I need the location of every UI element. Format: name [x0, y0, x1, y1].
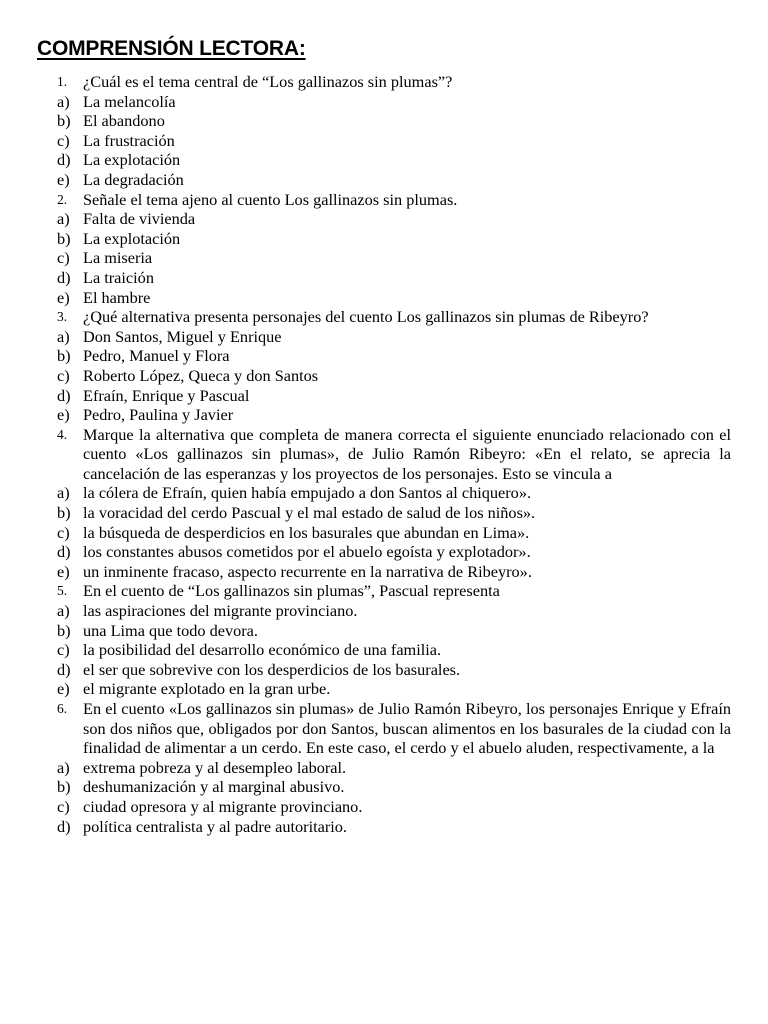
option-text: un inminente fracaso, aspecto recurrente en la narrativa de Ribeyro». — [83, 561, 532, 581]
option-row — [57, 346, 731, 366]
question-2 — [57, 190, 731, 210]
option-row — [57, 386, 731, 406]
option-text: el migrante explotado en la gran urbe. — [83, 679, 331, 699]
option-letter: d) — [57, 385, 71, 405]
option-row — [57, 92, 731, 112]
option-letter: c) — [57, 130, 70, 150]
option-row — [57, 111, 731, 131]
option-row — [57, 483, 731, 503]
option-row — [57, 660, 731, 680]
question-text: ¿Cuál es el tema central de “Los gallinazos sin plumas”? — [83, 72, 453, 91]
option-letter: d) — [57, 659, 71, 679]
option-text: El abandono — [83, 111, 165, 131]
option-row — [57, 268, 731, 288]
option-row — [57, 679, 731, 699]
option-letter: b) — [57, 111, 71, 131]
page-title: COMPRENSIÓN LECTORA: — [37, 37, 306, 60]
question-number: 3. — [57, 309, 68, 325]
option-row — [57, 170, 731, 190]
option-letter: c) — [57, 248, 70, 268]
question-number: 6. — [57, 701, 68, 716]
option-letter: b) — [57, 228, 71, 248]
option-letter: c) — [57, 365, 70, 385]
option-text: Pedro, Manuel y Flora — [83, 346, 230, 366]
option-text: La explotación — [83, 228, 181, 248]
question-text: ¿Qué alternativa presenta personajes del cuento Los gallinazos sin plumas de Ribeyro? — [83, 307, 649, 327]
option-text: Falta de vivienda — [83, 209, 196, 229]
option-letter: a) — [57, 601, 70, 621]
option-row — [57, 327, 731, 347]
option-row — [57, 621, 731, 641]
option-text: El hambre — [83, 287, 151, 307]
option-text: los constantes abusos cometidos por el abuelo egoísta y explotador». — [83, 542, 531, 562]
option-letter: e) — [57, 287, 70, 307]
option-row — [57, 523, 731, 543]
option-letter: b) — [57, 503, 71, 523]
question-3 — [57, 307, 731, 327]
option-text: la posibilidad del desarrollo económico de una familia. — [83, 640, 442, 660]
option-row — [57, 797, 731, 817]
option-letter: d) — [57, 267, 71, 287]
question-1 — [57, 72, 731, 92]
option-text: la cólera de Efraín, quien había empujado a don Santos al chiquero». — [83, 483, 532, 503]
option-row — [57, 542, 731, 562]
option-text: política centralista y al padre autoritario. — [83, 816, 348, 836]
option-text: deshumanización y al marginal abusivo. — [83, 777, 345, 797]
option-text: una Lima que todo devora. — [83, 620, 258, 640]
option-text: La melancolía — [83, 91, 176, 111]
option-row — [57, 131, 731, 151]
option-letter: a) — [57, 326, 70, 346]
option-letter: e) — [57, 405, 70, 425]
question-number: 5. — [57, 583, 68, 599]
question-text: Marque la alternativa que completa de manera correcta el siguiente enunciado relacionado con el cuento «Los gallinazos sin plumas», de Julio Ramón Ribeyro: «En el relato, se aprecia la cancelación de las esperanzas y los proyectos de los personajes. Esto se vincula a — [83, 424, 731, 483]
question-4 — [57, 425, 731, 484]
option-letter: d) — [57, 816, 71, 836]
option-letter: e) — [57, 679, 70, 699]
option-row — [57, 640, 731, 660]
option-letter: a) — [57, 757, 70, 777]
question-number: 4. — [57, 426, 68, 442]
option-text: La degradación — [83, 169, 184, 189]
option-text: Roberto López, Queca y don Santos — [83, 365, 319, 385]
option-text: Pedro, Paulina y Javier — [83, 405, 234, 425]
option-letter: e) — [57, 169, 70, 189]
question-text: En el cuento «Los gallinazos sin plumas» de Julio Ramón Ribeyro, los personajes Enrique y Efraín son dos niños que, obligados por don Santos, buscan alimentos en los basurales de la ciudad con la finalidad de alimentar a un cerdo. En este caso, el cerdo y el abuelo aluden, respectivamente, a la — [83, 699, 731, 758]
option-row — [57, 209, 731, 229]
option-row — [57, 405, 731, 425]
option-row — [57, 777, 731, 797]
option-letter: d) — [57, 542, 71, 562]
question-text: Señale el tema ajeno al cuento Los gallinazos sin plumas. — [83, 189, 458, 209]
option-text: las aspiraciones del migrante provinciano. — [83, 601, 358, 621]
option-text: la voracidad del cerdo Pascual y el mal estado de salud de los niños». — [83, 503, 536, 523]
option-text: Don Santos, Miguel y Enrique — [83, 326, 282, 346]
option-text: la búsqueda de desperdicios en los basurales que abundan en Lima». — [83, 522, 530, 542]
option-row — [57, 248, 731, 268]
option-row — [57, 601, 731, 621]
option-text: La explotación — [83, 150, 181, 170]
option-row — [57, 288, 731, 308]
option-letter: b) — [57, 777, 71, 797]
option-row — [57, 758, 731, 778]
option-text: La frustración — [83, 130, 175, 150]
option-letter: a) — [57, 209, 70, 229]
question-number: 1. — [57, 74, 68, 89]
option-text: el ser que sobrevive con los desperdicios de los basurales. — [83, 659, 461, 679]
option-letter: b) — [57, 346, 71, 366]
option-letter: d) — [57, 150, 71, 170]
option-text: ciudad opresora y al migrante provinciano. — [83, 796, 363, 816]
question-list — [57, 72, 731, 836]
question-text: En el cuento de “Los gallinazos sin plumas”, Pascual representa — [83, 581, 500, 601]
question-number: 2. — [57, 191, 68, 207]
option-row — [57, 366, 731, 386]
option-row — [57, 817, 731, 837]
option-row — [57, 562, 731, 582]
option-letter: a) — [57, 483, 70, 503]
option-letter: b) — [57, 620, 71, 640]
question-6 — [57, 699, 731, 758]
option-text: Efraín, Enrique y Pascual — [83, 385, 250, 405]
option-letter: e) — [57, 561, 70, 581]
question-5 — [57, 581, 731, 601]
option-row — [57, 503, 731, 523]
option-letter: c) — [57, 640, 70, 660]
option-letter: c) — [57, 522, 70, 542]
option-text: La traición — [83, 267, 154, 287]
option-row — [57, 150, 731, 170]
option-text: La miseria — [83, 248, 153, 268]
option-text: extrema pobreza y al desempleo laboral. — [83, 757, 347, 777]
option-letter: c) — [57, 796, 70, 816]
option-letter: a) — [57, 91, 70, 111]
option-row — [57, 229, 731, 249]
